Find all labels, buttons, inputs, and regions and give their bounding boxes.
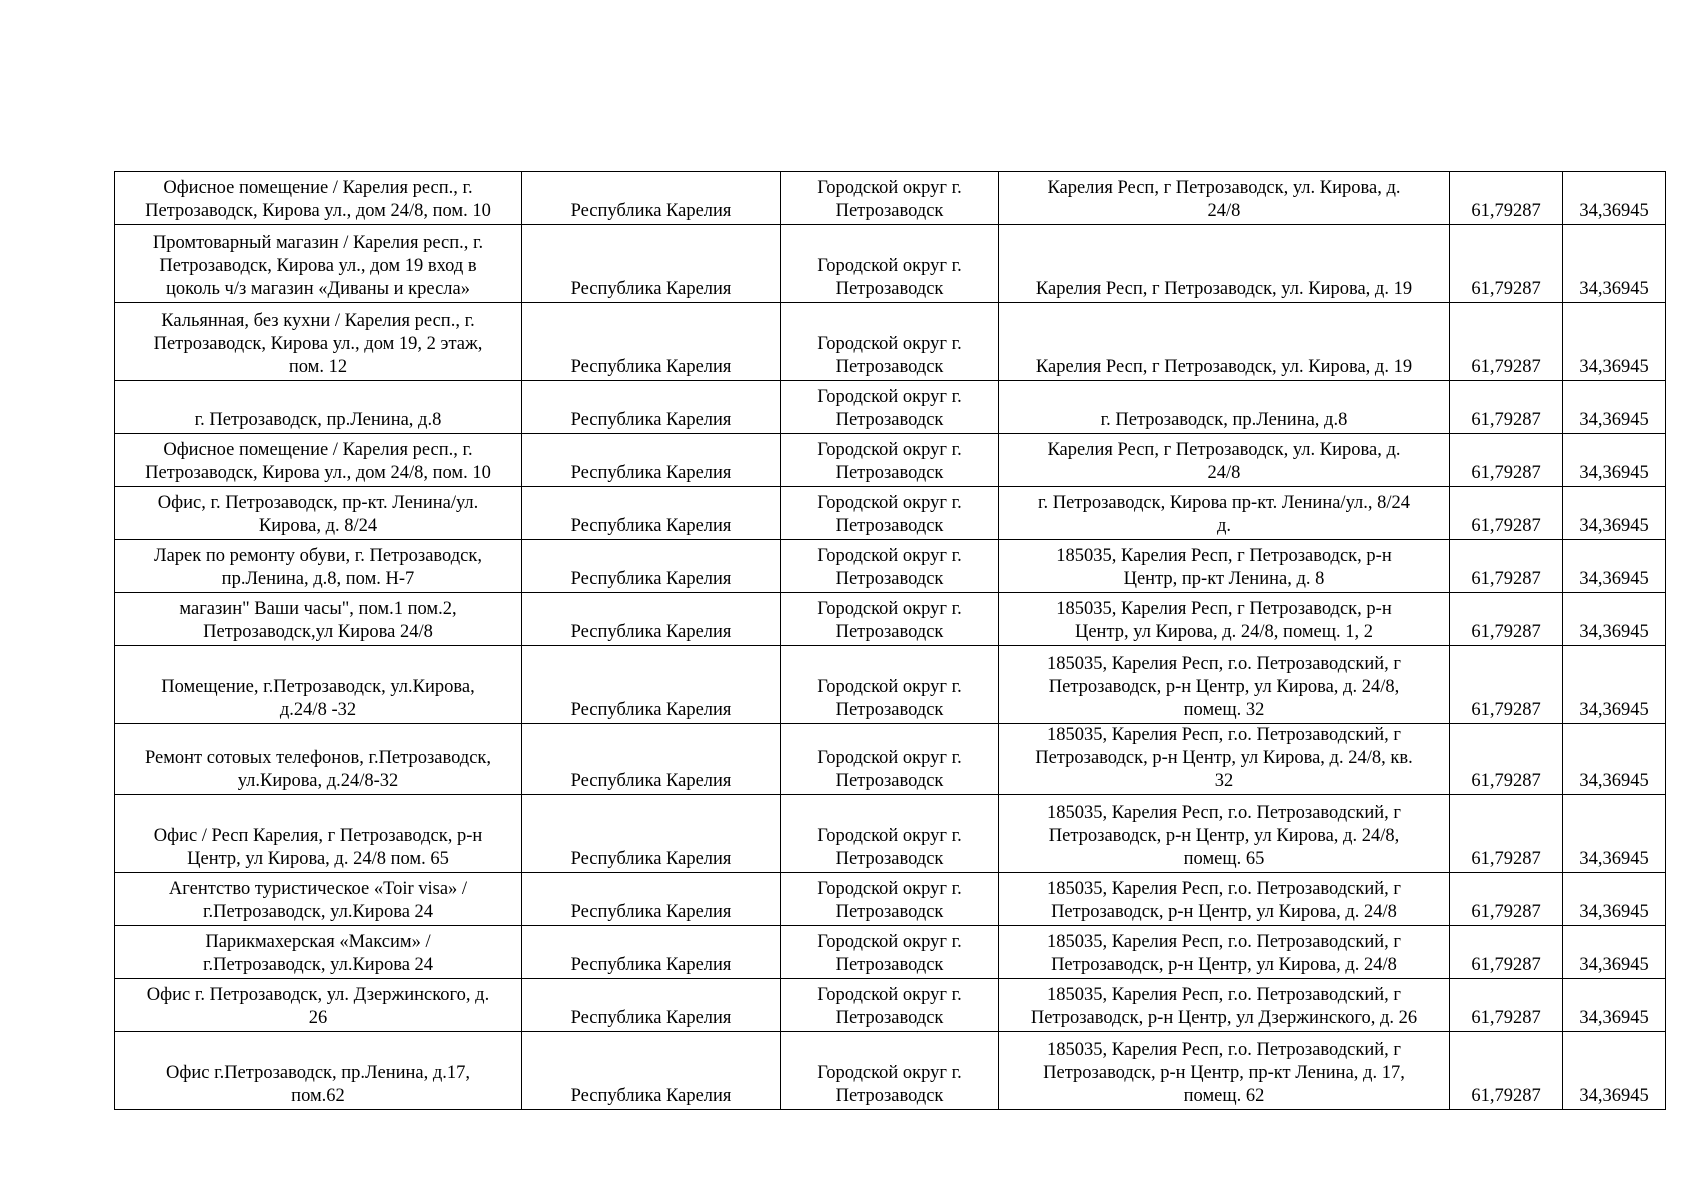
longitude-cell: 34,36945: [1563, 593, 1666, 646]
municipality-cell: Городской округ г. Петрозаводск: [781, 434, 999, 487]
address-cell: 185035, Карелия Респ, г Петрозаводск, р-н Центр, ул Кирова, д. 24/8, помещ. 1, 2: [999, 593, 1450, 646]
region-cell: Республика Карелия: [522, 434, 781, 487]
latitude-cell: 61,79287: [1450, 434, 1563, 487]
longitude-cell: 34,36945: [1563, 926, 1666, 979]
region-cell: Республика Карелия: [522, 873, 781, 926]
address-cell: 185035, Карелия Респ, г.о. Петрозаводский, г Петрозаводск, р-н Центр, ул Кирова, д. 24/8: [999, 873, 1450, 926]
municipality-cell: Городской округ г. Петрозаводск: [781, 1032, 999, 1110]
latitude-cell: 61,79287: [1450, 646, 1563, 724]
municipality-cell: Городской округ г. Петрозаводск: [781, 873, 999, 926]
object-cell: г. Петрозаводск, пр.Ленина, д.8: [115, 381, 522, 434]
municipality-cell: Городской округ г. Петрозаводск: [781, 795, 999, 873]
municipality-cell: Городской округ г. Петрозаводск: [781, 979, 999, 1032]
table-row: [115, 540, 1666, 593]
address-cell: Карелия Респ, г Петрозаводск, ул. Кирова, д. 19: [999, 303, 1450, 381]
address-cell: 185035, Карелия Респ, г.о. Петрозаводский, г Петрозаводск, р-н Центр, ул Кирова, д. 24/8, помещ. 32: [999, 646, 1450, 724]
object-cell: Офис г.Петрозаводск, пр.Ленина, д.17, пом.62: [115, 1032, 522, 1110]
region-cell: Республика Карелия: [522, 172, 781, 225]
table-row: [115, 1032, 1666, 1110]
latitude-cell: 61,79287: [1450, 225, 1563, 303]
region-cell: Республика Карелия: [522, 795, 781, 873]
table-row: [115, 979, 1666, 1032]
municipality-cell: Городской округ г. Петрозаводск: [781, 926, 999, 979]
table-row: [115, 724, 1666, 795]
region-cell: Республика Карелия: [522, 381, 781, 434]
table-row: [115, 873, 1666, 926]
latitude-cell: 61,79287: [1450, 303, 1563, 381]
longitude-cell: 34,36945: [1563, 646, 1666, 724]
table-row: [115, 795, 1666, 873]
address-cell: 185035, Карелия Респ, г.о. Петрозаводский, г Петрозаводск, р-н Центр, ул Дзержинского, д. 26: [999, 979, 1450, 1032]
latitude-cell: 61,79287: [1450, 172, 1563, 225]
region-cell: Республика Карелия: [522, 540, 781, 593]
municipality-cell: Городской округ г. Петрозаводск: [781, 646, 999, 724]
longitude-cell: 34,36945: [1563, 225, 1666, 303]
region-cell: Республика Карелия: [522, 724, 781, 795]
municipality-cell: Городской округ г. Петрозаводск: [781, 172, 999, 225]
address-table: [114, 171, 1666, 1110]
table-row: [115, 487, 1666, 540]
region-cell: Республика Карелия: [522, 1032, 781, 1110]
region-cell: Республика Карелия: [522, 646, 781, 724]
latitude-cell: 61,79287: [1450, 593, 1563, 646]
region-cell: Республика Карелия: [522, 487, 781, 540]
address-cell: г. Петрозаводск, Кирова пр-кт. Ленина/ул., 8/24 д.: [999, 487, 1450, 540]
object-cell: Парикмахерская «Максим» / г.Петрозаводск, ул.Кирова 24: [115, 926, 522, 979]
municipality-cell: Городской округ г. Петрозаводск: [781, 303, 999, 381]
object-cell: Офисное помещение / Карелия респ., г. Петрозаводск, Кирова ул., дом 24/8, пом. 10: [115, 434, 522, 487]
municipality-cell: Городской округ г. Петрозаводск: [781, 487, 999, 540]
address-cell: Карелия Респ, г Петрозаводск, ул. Кирова, д. 19: [999, 225, 1450, 303]
table-row: [115, 303, 1666, 381]
latitude-cell: 61,79287: [1450, 540, 1563, 593]
municipality-cell: Городской округ г. Петрозаводск: [781, 225, 999, 303]
longitude-cell: 34,36945: [1563, 303, 1666, 381]
table-row: [115, 172, 1666, 225]
object-cell: магазин" Ваши часы", пом.1 пом.2, Петрозаводск,ул Кирова 24/8: [115, 593, 522, 646]
table-row: [115, 225, 1666, 303]
municipality-cell: Городской округ г. Петрозаводск: [781, 381, 999, 434]
latitude-cell: 61,79287: [1450, 724, 1563, 795]
table-row: [115, 381, 1666, 434]
table-body: [115, 172, 1666, 1110]
latitude-cell: 61,79287: [1450, 979, 1563, 1032]
address-cell: 185035, Карелия Респ, г.о. Петрозаводский, г Петрозаводск, р-н Центр, ул Кирова, д. 24/8: [999, 926, 1450, 979]
latitude-cell: 61,79287: [1450, 1032, 1563, 1110]
region-cell: Республика Карелия: [522, 926, 781, 979]
address-cell: 185035, Карелия Респ, г Петрозаводск, р-н Центр, пр-кт Ленина, д. 8: [999, 540, 1450, 593]
table-row: [115, 593, 1666, 646]
object-cell: Офис / Респ Карелия, г Петрозаводск, р-н Центр, ул Кирова, д. 24/8 пом. 65: [115, 795, 522, 873]
longitude-cell: 34,36945: [1563, 724, 1666, 795]
longitude-cell: 34,36945: [1563, 1032, 1666, 1110]
region-cell: Республика Карелия: [522, 593, 781, 646]
longitude-cell: 34,36945: [1563, 434, 1666, 487]
object-cell: Ларек по ремонту обуви, г. Петрозаводск, пр.Ленина, д.8, пом. Н-7: [115, 540, 522, 593]
address-cell: 185035, Карелия Респ, г.о. Петрозаводский, г Петрозаводск, р-н Центр, ул Кирова, д. 24/8, помещ. 65: [999, 795, 1450, 873]
longitude-cell: 34,36945: [1563, 487, 1666, 540]
object-cell: Ремонт сотовых телефонов, г.Петрозаводск, ул.Кирова, д.24/8-32: [115, 724, 522, 795]
address-cell: Карелия Респ, г Петрозаводск, ул. Кирова, д. 24/8: [999, 434, 1450, 487]
address-cell: Карелия Респ, г Петрозаводск, ул. Кирова, д. 24/8: [999, 172, 1450, 225]
table-row: [115, 434, 1666, 487]
address-cell: 185035, Карелия Респ, г.о. Петрозаводский, г Петрозаводск, р-н Центр, пр-кт Ленина, д. 17, помещ. 62: [999, 1032, 1450, 1110]
municipality-cell: Городской округ г. Петрозаводск: [781, 724, 999, 795]
object-cell: Промтоварный магазин / Карелия респ., г. Петрозаводск, Кирова ул., дом 19 вход в цоколь ч/з магазин «Диваны и кресла»: [115, 225, 522, 303]
table-row: [115, 926, 1666, 979]
municipality-cell: Городской округ г. Петрозаводск: [781, 593, 999, 646]
object-cell: Помещение, г.Петрозаводск, ул.Кирова, д.24/8 -32: [115, 646, 522, 724]
table-row: [115, 646, 1666, 724]
municipality-cell: Городской округ г. Петрозаводск: [781, 540, 999, 593]
longitude-cell: 34,36945: [1563, 873, 1666, 926]
longitude-cell: 34,36945: [1563, 795, 1666, 873]
object-cell: Офисное помещение / Карелия респ., г. Петрозаводск, Кирова ул., дом 24/8, пом. 10: [115, 172, 522, 225]
longitude-cell: 34,36945: [1563, 381, 1666, 434]
latitude-cell: 61,79287: [1450, 381, 1563, 434]
object-cell: Офис г. Петрозаводск, ул. Дзержинского, д. 26: [115, 979, 522, 1032]
object-cell: Агентство туристическое «Toir visa» / г.Петрозаводск, ул.Кирова 24: [115, 873, 522, 926]
address-cell: г. Петрозаводск, пр.Ленина, д.8: [999, 381, 1450, 434]
latitude-cell: 61,79287: [1450, 487, 1563, 540]
address-cell: 185035, Карелия Респ, г.о. Петрозаводский, г Петрозаводск, р-н Центр, ул Кирова, д. 24/8, кв. 32: [999, 724, 1450, 795]
longitude-cell: 34,36945: [1563, 172, 1666, 225]
latitude-cell: 61,79287: [1450, 795, 1563, 873]
longitude-cell: 34,36945: [1563, 540, 1666, 593]
region-cell: Республика Карелия: [522, 979, 781, 1032]
region-cell: Республика Карелия: [522, 303, 781, 381]
longitude-cell: 34,36945: [1563, 979, 1666, 1032]
region-cell: Республика Карелия: [522, 225, 781, 303]
object-cell: Офис, г. Петрозаводск, пр-кт. Ленина/ул. Кирова, д. 8/24: [115, 487, 522, 540]
object-cell: Кальянная, без кухни / Карелия респ., г. Петрозаводск, Кирова ул., дом 19, 2 этаж, пом. 12: [115, 303, 522, 381]
latitude-cell: 61,79287: [1450, 873, 1563, 926]
latitude-cell: 61,79287: [1450, 926, 1563, 979]
